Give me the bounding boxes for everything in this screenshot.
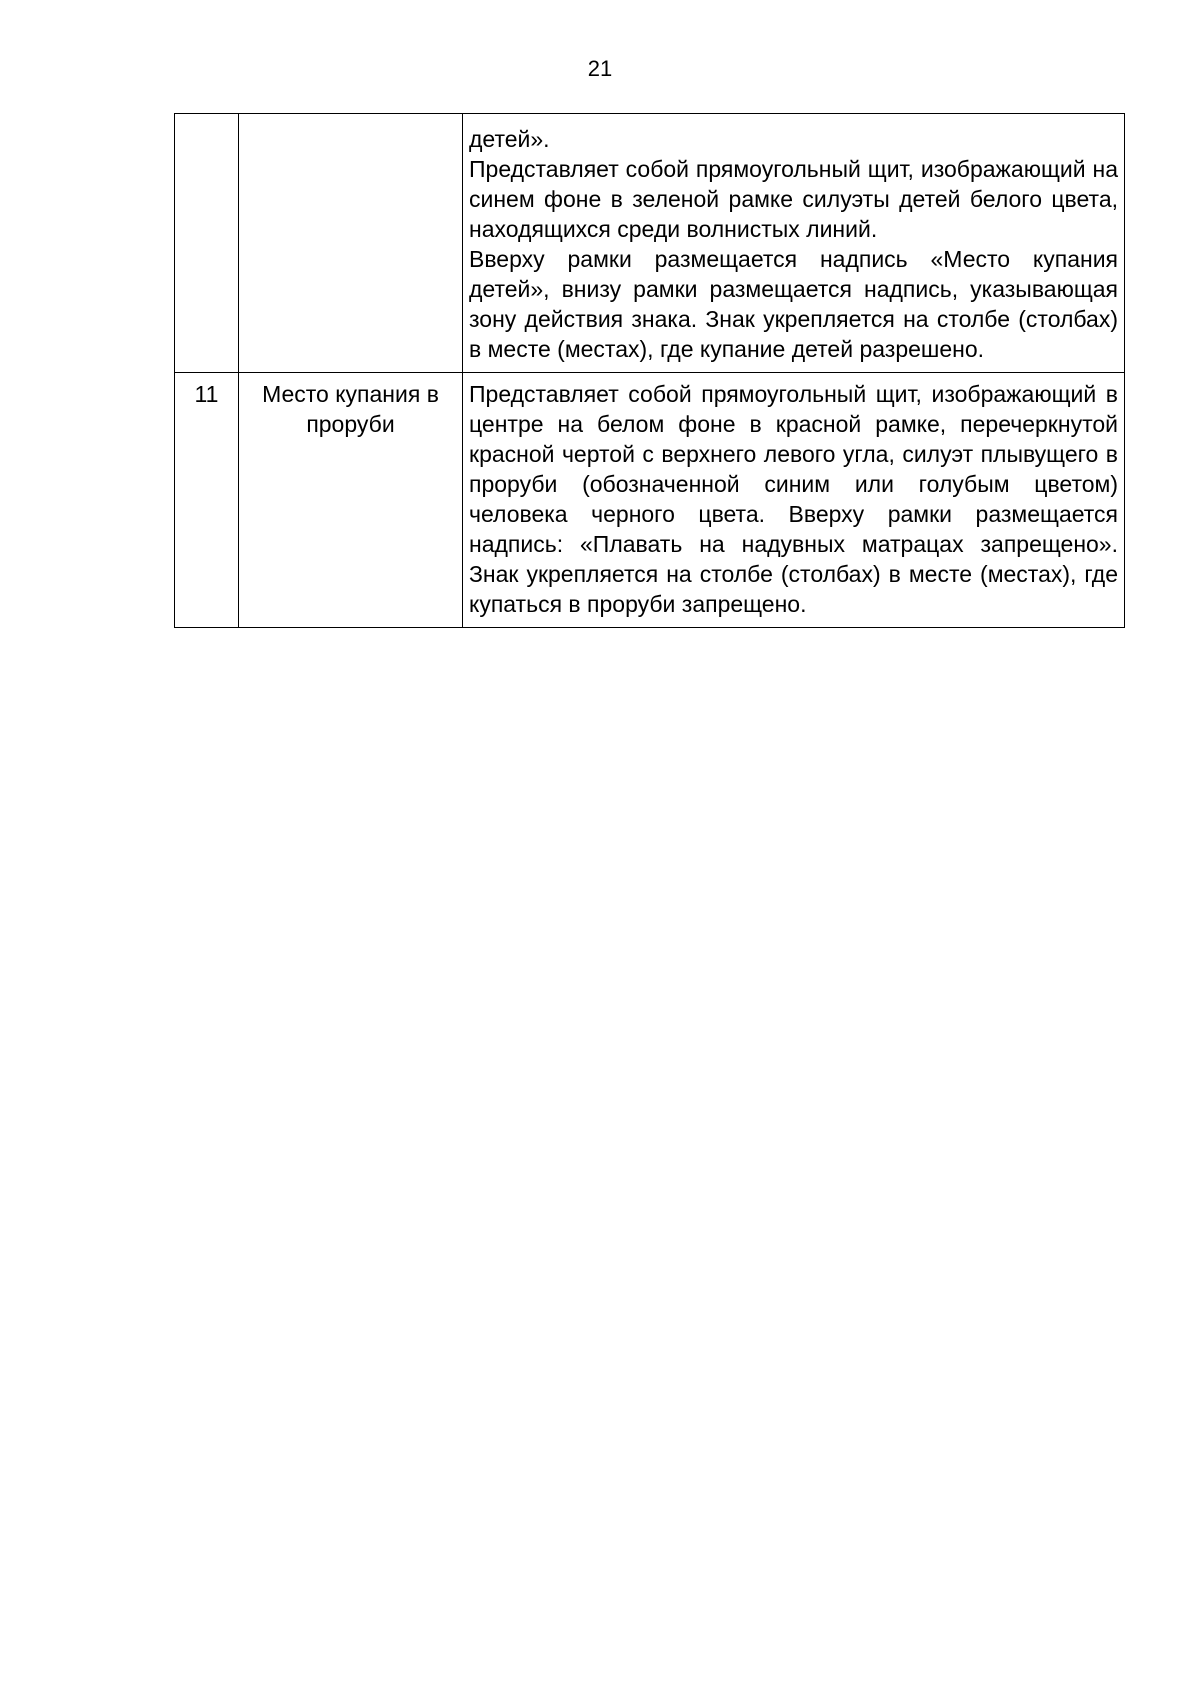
table-row	[175, 114, 1125, 373]
signs-table	[174, 113, 1125, 628]
sign-description-cell	[463, 373, 1125, 628]
description-paragraph: Представляет собой прямоугольный щит, изображающий на синем фоне в зеленой рамке силуэты детей белого цвета, находящихся среди волнистых линий.	[469, 156, 1118, 242]
page-number: 21	[587, 56, 613, 81]
sign-name-cell: Место купания в проруби	[239, 373, 463, 628]
sign-description-cell	[463, 114, 1125, 373]
row-number-cell	[175, 114, 239, 373]
table-row	[175, 373, 1125, 628]
description-paragraph: детей».	[469, 126, 550, 152]
row-number-cell: 11	[175, 373, 239, 628]
description-paragraph: Вверху рамки размещается надпись «Место купания детей», внизу рамки размещается надпись, указывающая зону действия знака. Знак укрепляется на столбе (столбах) в месте (местах), где купание детей разрешено.	[469, 246, 1118, 362]
sign-name-cell	[239, 114, 463, 373]
description-paragraph: Представляет собой прямоугольный щит, изображающий в центре на белом фоне в красной рамке, перечеркнутой красной чертой с верхнего левого угла, силуэт плывущего в проруби (обозначенной синим или голубым цветом) человека черного цвета. Вверху рамки размещается надпись: «Плавать на надувных матрацах запрещено». Знак укрепляется на столбе (столбах) в месте (местах), где купаться в проруби запрещено.	[469, 381, 1118, 617]
